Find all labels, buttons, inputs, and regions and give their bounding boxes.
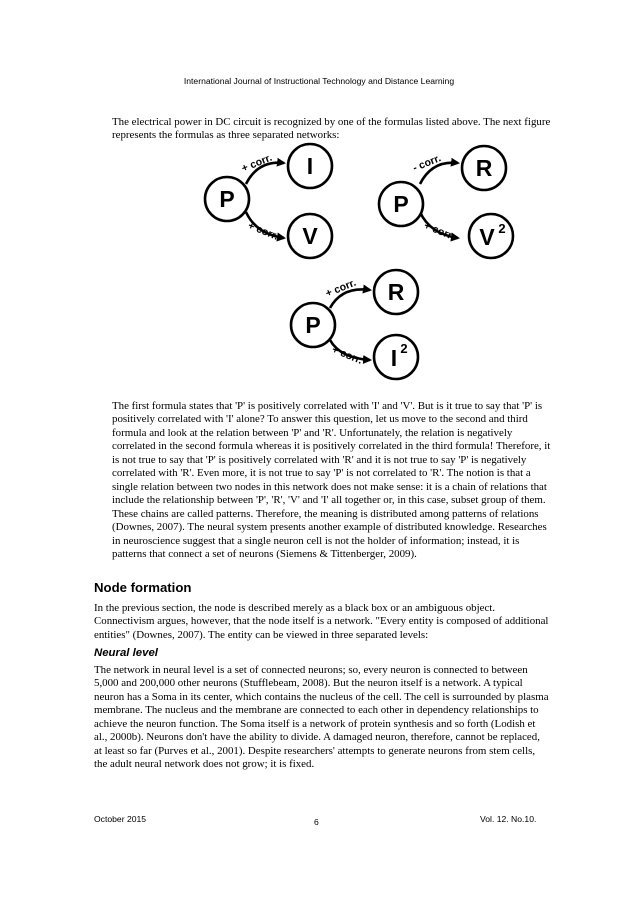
node-v-label: V [479,224,495,250]
paragraph-node-formation: In the previous section, the node is described merely as a black box or an ambiguous object. Connectivism argues, however, that the node itself is a network. "Every entity is composed of additional entities" (Downes, 2007). The entity can be viewed in three separated levels: [94,602,549,641]
edge-label-top: - corr. [411,152,443,175]
edge-label-top: + corr. [323,276,358,300]
network-3 [291,270,418,379]
paragraph-correlation: The first formula states that 'P' is positively correlated with 'I' and 'V'. But is it true to say that 'P' is positively correlated with 'I' alone? To answer this question, let us move to the second and third formula and look at the relation between 'P' and 'R'. Unfortunately, the relation is negatively correlated in the second formula whereas it is positively correlated in the third formula! Therefore, it is not true to say that 'P' is positively correlated with 'R' and it is not true to say 'P' is negatively correlated with 'R'. Even more, it is not true to say 'P' is not correlated to 'R'. The notion is that a single relation between two nodes in this network does not make sense: it is a chain of relations that include the relationship between 'P', 'R', 'V' and 'I' all together or, in this case, subset group of them. These chains are called patterns. Therefore, the meaning is distributed among patterns of relations (Downes, 2007). The neural system presents another example of distributed knowledge. Researches in neuroscience suggest that a single neuron cell is not the holder of information; instead, it is patterns that connect a set of neurons (Siemens & Tittenberger, 2009). [112,400,551,560]
edge-label-bottom: + corr. [246,219,281,243]
intro-paragraph: The electrical power in DC circuit is recognized by one of the formulas listed above. The next figure represents the formulas as three separated networks: [112,116,551,142]
superscript-2: 2 [498,221,506,236]
superscript-2: 2 [400,341,408,356]
node-v-label: V [302,223,318,249]
running-header: International Journal of Instructional Technology and Distance Learning [183,76,455,86]
footer-page-number: 6 [314,817,319,827]
edge-label-bottom: + corr. [330,343,365,367]
footer-date: October 2015 [94,814,147,824]
footer-volume: Vol. 12. No.10. [480,814,537,824]
node-i-label: I [306,153,314,179]
node-r-label: R [387,279,405,305]
network-1 [205,144,332,258]
paragraph-neural-level: The network in neural level is a set of connected neurons; so, every neuron is connected to between 5,000 and 200,000 other neurons (Stufflebeam, 2008). But the neuron itself is a network. A typical neuron has a Soma in its center, which contains the nucleus of the cell. The cell is surrounded by plasma membrane. The nucleus and the membrane are connected to each other in dependency relationships to achieve the neuron function. The Soma itself is a network of protein synthesis and so forth (Lodish et al., 2000b). Neurons don't have the ability to divide. A damaged neuron, therefore, cannot be replaced, at least so far (Purves et al., 2001). Despite researchers' attempts to generate neurons from stem cells, the adult neural network does not grow; it is fixed. [94,664,549,771]
node-p-label: P [305,312,321,338]
edge-label-bottom: + corr. [422,219,457,243]
node-p-label: P [219,186,235,212]
subsection-heading: Neural level [94,647,158,659]
edge-label-top: + corr. [239,151,274,175]
network-2 [379,146,513,258]
node-i-label: I [390,345,398,371]
section-heading: Node formation [94,580,192,595]
node-p-label: P [393,191,409,217]
node-r-label: R [475,155,493,181]
